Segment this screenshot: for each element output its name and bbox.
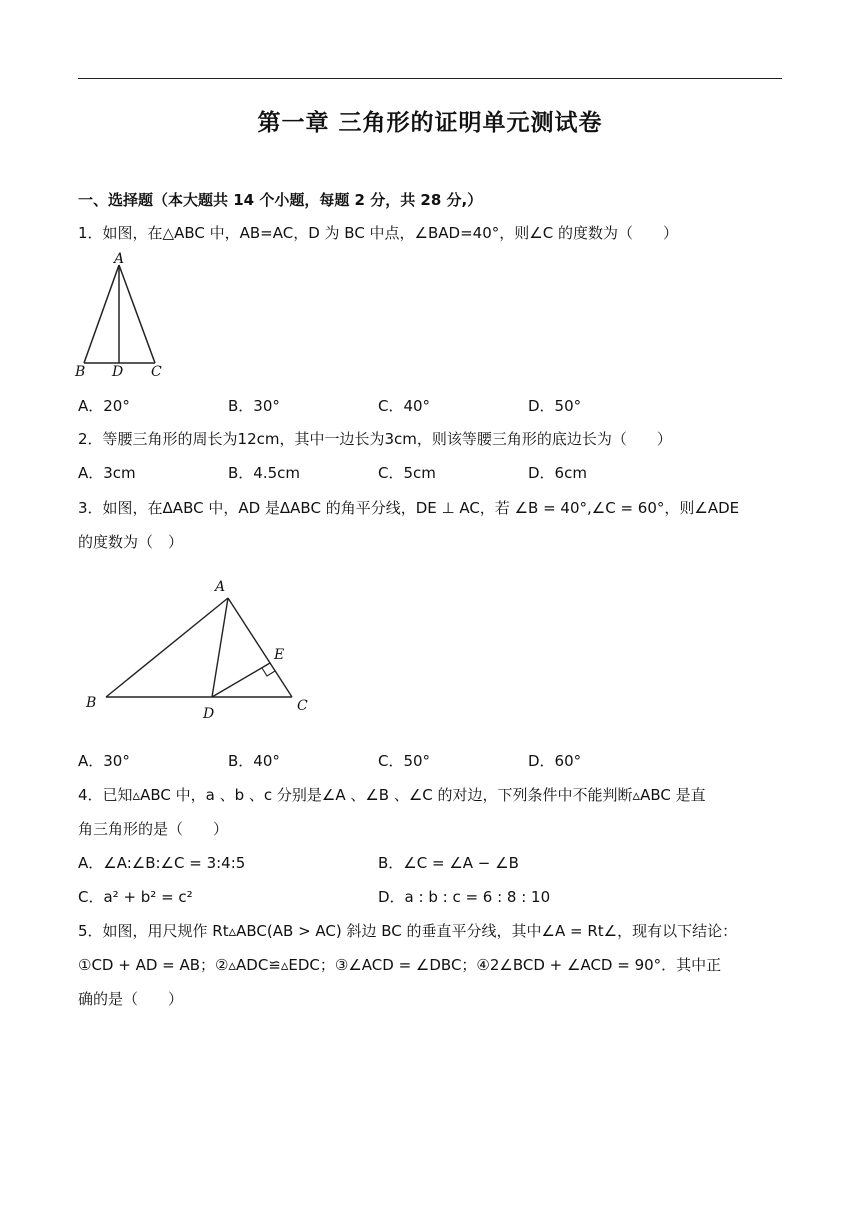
question-2-option-b: B．4.5cm: [228, 464, 301, 482]
question-3-stem-line2: 的度数为（ ）: [78, 533, 184, 551]
page-title: 第一章 三角形的证明单元测试卷: [257, 110, 603, 136]
header-rule: [78, 78, 782, 79]
question-3-stem-line1: 3．如图，在ΔABC 中，AD 是ΔABC 的角平分线，DE ⊥ AC，若 ∠B = 40°,∠C = 60°，则∠ADE: [78, 499, 740, 517]
question-4-option-a: A．∠A:∠B:∠C = 3:4:5: [78, 854, 246, 872]
figure1-label-c: C: [151, 364, 162, 380]
question-3-option-d: D．60°: [528, 752, 582, 770]
question-4-option-b: B．∠C = ∠A − ∠B: [378, 854, 519, 872]
figure3-label-c: C: [297, 698, 308, 714]
question-1-stem: 1．如图，在△ABC 中，AB=AC，D 为 BC 中点，∠BAD=40°，则∠C 的度数为（ ）: [78, 224, 678, 242]
question-4-stem-line1: 4．已知▵ABC 中，a 、b 、c 分别是∠A 、∠B 、∠C 的对边，下列条件中不能判断▵ABC 是直: [78, 786, 706, 804]
figure3-label-a: A: [215, 579, 226, 595]
question-4-stem-line2: 角三角形的是（ ）: [78, 820, 229, 838]
question-4-option-d: D．a : b : c = 6 : 8 : 10: [378, 888, 551, 906]
question-3-option-b: B．40°: [228, 752, 280, 770]
figure1-label-d: D: [112, 364, 124, 380]
question-5-stem-line1: 5．如图，用尺规作 Rt▵ABC(AB > AC) 斜边 BC 的垂直平分线，其中∠A = Rt∠，现有以下结论：: [78, 922, 738, 940]
figure1-label-b: B: [75, 364, 86, 380]
question-3-option-c: C．50°: [378, 752, 431, 770]
figure3-label-d: D: [203, 706, 215, 722]
question-2-option-a: A．3cm: [78, 464, 136, 482]
question-1-option-d: D．50°: [528, 397, 582, 415]
question-1-option-a: A．20°: [78, 397, 130, 415]
question-4-option-c: C．a² + b² = c²: [78, 888, 193, 906]
figure1-label-a: A: [114, 251, 125, 267]
question-2-option-d: D．6cm: [528, 464, 587, 482]
question-5-stem-line3: 确的是（ ）: [78, 990, 184, 1008]
question-2-option-c: C．5cm: [378, 464, 436, 482]
question-1-option-c: C．40°: [378, 397, 431, 415]
figure3-label-b: B: [86, 695, 97, 711]
question-2-stem: 2．等腰三角形的周长为12cm，其中一边长为3cm，则该等腰三角形的底边长为（ ）: [78, 430, 672, 448]
question-3-option-a: A．30°: [78, 752, 130, 770]
question-5-stem-line2: ①CD + AD = AB；②▵ADC≌▵EDC；③∠ACD = ∠DBC；④2∠BCD + ∠ACD = 90°．其中正: [78, 956, 722, 974]
section-heading: 一、选择题（本大题共 14 个小题，每题 2 分，共 28 分,）: [78, 191, 483, 209]
question-3-figure: [82, 572, 322, 724]
question-1-figure: [72, 250, 172, 380]
question-1-option-b: B．30°: [228, 397, 280, 415]
figure3-label-e: E: [274, 647, 285, 663]
